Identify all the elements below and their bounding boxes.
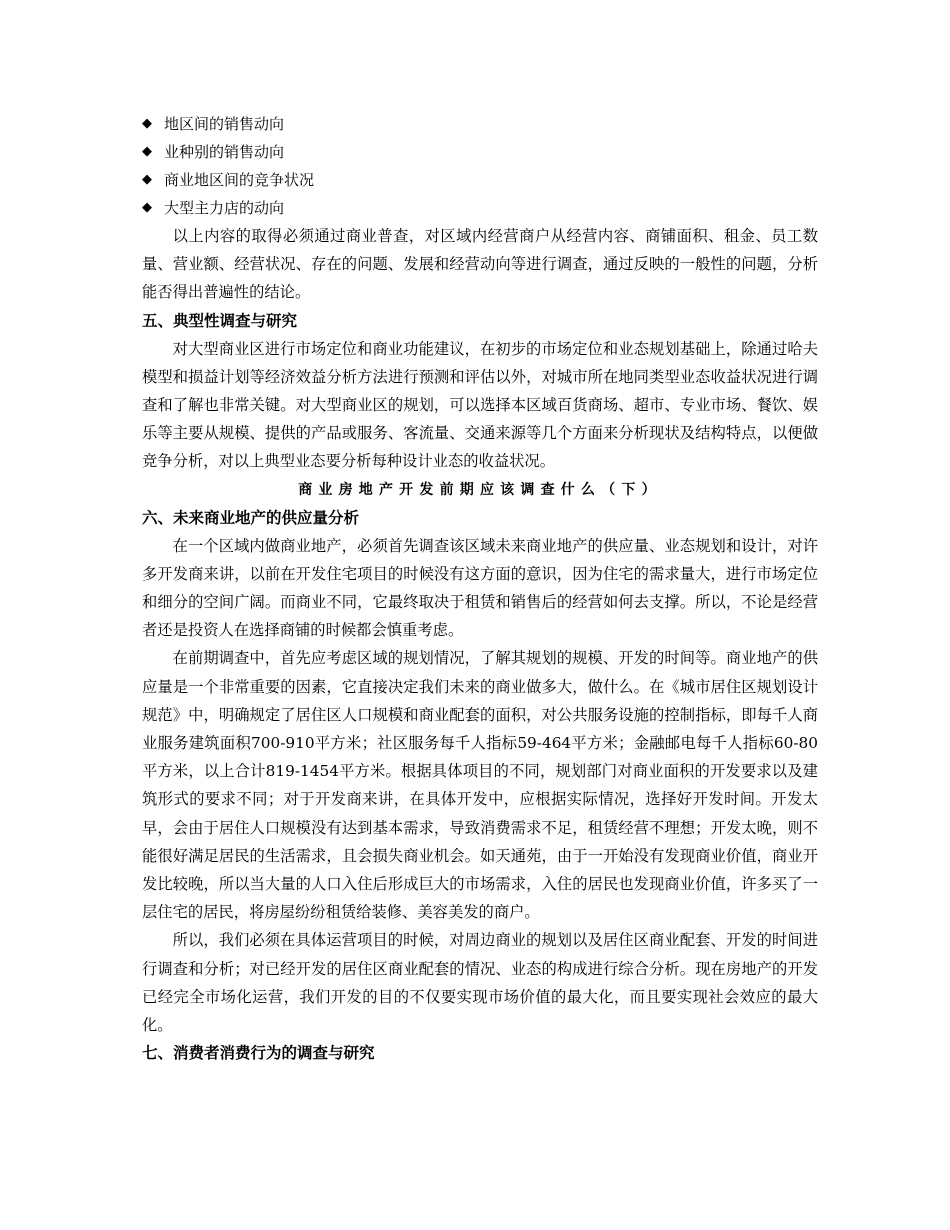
bullet-text: 业种别的销售动向: [164, 143, 285, 161]
paragraph-section-6b: 在前期调查中，首先应考虑区域的规划情况，了解其规划的规模、开发的时间等。商业地产的供应量是一个非常重要的因素，它直接决定我们未来的商业做多大，做什么。在《城市居住区规划设计规范》中，明确规定了居住区人口规模和商业配套的面积，对公共服务设施的控制指标，即每千人商业服务建筑面积700-910平方米；社区服务每千人指标59-464平方米；金融邮电每千人指标60-80平方米，以上合计819-1454平方米。根据具体项目的不同，规划部门对商业面积的开发要求以及建筑形式的要求不同；对于开发商来讲，在具体开发中，应根据实际情况，选择好开发时间。开发太早，会由于居住人口规模没有达到基本需求，导致消费需求不足，租赁经营不理想；开发太晚，则不能很好满足居民的生活需求，且会损失商业机会。如天通苑，由于一开始没有发现商业价值，商业开发比较晚，所以当大量的人口入住后形成巨大的市场需求，入住的居民也发现商业价值，许多买了一层住宅的居民，将房屋纷纷租赁给装修、美容美发的商户。: [142, 649, 818, 922]
section-heading-7: 七、消费者消费行为的调查与研究: [142, 1044, 375, 1063]
diamond-bullet-icon: ◆: [142, 200, 152, 215]
diamond-bullet-icon: ◆: [142, 172, 152, 187]
paragraph-section-6c: 所以，我们必须在具体运营项目的时候，对周边商业的规划以及居住区商业配套、开发的时间进行调查和分析；对已经开发的居住区商业配套的情况、业态的构成进行综合分析。现在房地产的开发已经完全市场化运营，我们开发的目的不仅要实现市场价值的最大化，而且要实现社会效应的最大化。: [142, 931, 818, 1035]
document-body: [142, 110, 818, 1067]
bullet-text: 大型主力店的动向: [164, 199, 285, 217]
article-title: 商业房地产开发前期应该调查什么（下）: [298, 481, 662, 498]
section-heading-6: 六、未来商业地产的供应量分析: [142, 508, 360, 527]
bullet-text: 商业地区间的竞争状况: [164, 171, 315, 189]
section-heading-5: 五、典型性调查与研究: [142, 311, 298, 330]
paragraph-survey: 以上内容的取得必须通过商业普查，对区域内经营商户从经营内容、商铺面积、租金、员工数量、营业额、经营状况、存在的问题、发展和经营动向等进行调查，通过反映的一般性的问题，分析能否得出普遍性的结论。: [142, 227, 818, 302]
paragraph-section-5: 对大型商业区进行市场定位和商业功能建议，在初步的市场定位和业态规划基础上，除通过哈夫模型和损益计划等经济效益分析方法进行预测和评估以外，对城市所在地同类型业态收益状况进行调查和了解也非常关键。对大型商业区的规划，可以选择本区域百货商场、超市、专业市场、餐饮、娱乐等主要从规模、提供的产品或服务、客流量、交通来源等几个方面来分析现状及结构特点，以便做竞争分析，对以上典型业态要分析每种设计业态的收益状况。: [142, 339, 818, 471]
paragraph-section-6a: 在一个区域内做商业地产，必须首先调查该区域未来商业地产的供应量、业态规划和设计，对许多开发商来讲，以前在开发住宅项目的时候没有这方面的意识，因为住宅的需求量大，进行市场定位和细分的空间广阔。而商业不同，它最终取决于租赁和销售后的经营如何去支撑。所以，不论是经营者还是投资人在选择商铺的时候都会慎重考虑。: [142, 536, 818, 640]
bullet-text: 地区间的销售动向: [164, 115, 285, 133]
bullet-list: [142, 110, 818, 222]
bullet-item: [142, 110, 818, 138]
bullet-item: [142, 194, 818, 222]
bullet-item: [142, 138, 818, 166]
diamond-bullet-icon: ◆: [142, 116, 152, 131]
diamond-bullet-icon: ◆: [142, 144, 152, 159]
bullet-item: [142, 166, 818, 194]
